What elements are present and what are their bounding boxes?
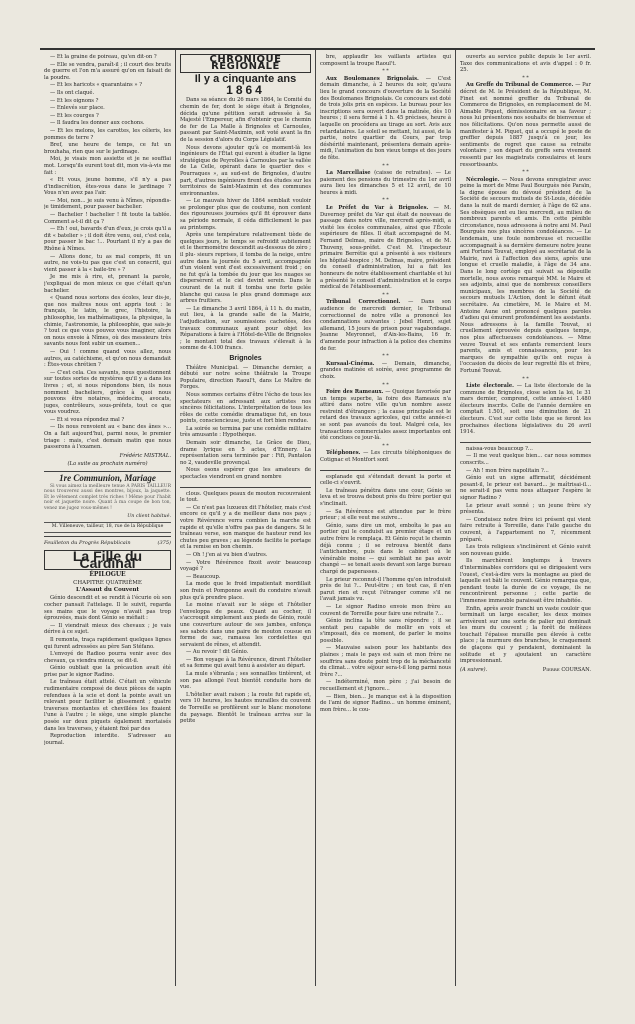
- tailor-address: M. Villeneuve, tailleur, 18, rue de la République: [44, 522, 171, 533]
- paragraph: — Conduisez notre frère ici présent qui vient faire retraite à Torreille, dans l'aile gauche du couvent, à l'appartement no 7, récemment préparé.: [460, 516, 591, 543]
- paragraph: Nous osons espérer que les amateurs de spectacles viendront en grand nombre: [180, 467, 311, 481]
- communion-ad-signature: Un client habitué.: [127, 513, 171, 519]
- news-item: [320, 170, 451, 196]
- novel-continuation-text: [460, 446, 591, 665]
- novel-author: Pierre COURSAN.: [542, 666, 591, 673]
- paragraph: Les trois religieux s'inclinèrent et Génio suivit son nouveau guide.: [460, 544, 591, 557]
- paragraph: Enfin, après avoir franchi un vaste couloir que terminait un large escalier, les deux moines arrivèrent sur une sorte de palier qui dominait les murs du couvent ; la forêt de mélèzes touchait l'épaisse muraille peu élevée à cette place ; la murmure des branches, le craquement de glaçons qui y pendaient, dominaient la solitude et y ajoutaient un caractère impressionnant.: [460, 605, 591, 665]
- local-news-items: [460, 75, 591, 436]
- paragraph: Génio oubliait que la précaution avait été prise par le signor Radino.: [44, 665, 171, 678]
- paragraph: — C'est cela. Ces savants, nous questionnent sur toutes sortes de mystères qu'il y a dans les livres ; et, si nous répondons bien, ils nous nomment bacheliers, grâce à quoi nous pouvons être notaires, médecins, avocats, juges, contrôleurs, sous-préfets, tout ce que vous voudrez.: [44, 369, 171, 416]
- news-item-title: Nécrologie.: [466, 176, 500, 183]
- paragraph: — Et la graine de poireau, qu'en dit-on ?: [50, 54, 157, 60]
- paragraph: L'envoyé de Radioo pourra venir avec des chevaux, ça viendra mieux, se dit-il.: [44, 651, 171, 664]
- divider: [460, 442, 591, 443]
- news-item: [320, 361, 451, 381]
- news-item: [460, 177, 591, 375]
- paragraph: — Et les melons, les carottes, les céleris, les pommes de terre ?: [44, 127, 171, 141]
- novel-title: La Fille du Cardinal: [44, 550, 171, 569]
- asterism: * *: [382, 162, 389, 169]
- paragraph: Ils marchèrent longtemps à travers d'interminables corridors qui se dirigeaient vers l'ouest, c'est-à-dire vers la montagne au pied de laquelle est bâti le couvent. Génio remarqua que, pendant toute la durée de ce voyage, ils ne rencontrèrent personne ; cette partie de l'immense immeuble paraissait être inhabitée.: [460, 558, 591, 604]
- paragraph: Le prieur reconnut-il l'homme qu'on introduisit près de lui ?... Peut-être ; en tout cas, il n'en parut rien et reçut l'étranger comme s'il ne l'avait jamais vu.: [320, 576, 451, 603]
- paragraph: — Mauvaise saison pour les habitants des plaines ; mais le pays est sain et mon frère ne souffrira sans doute point trop de la méchanceté du climat... votre séjour sera-t-il long parmi nous frère ?...: [320, 645, 451, 678]
- column-divider-3: [455, 50, 456, 986]
- news-item-title: Le Préfet du Var à Brignoles.: [326, 205, 429, 212]
- paragraph: — Le signor Radino envoie mon frère au couvent de Torreille pour faire une retraite ?...: [320, 603, 451, 617]
- paragraph: — Allons donc, tu as mal compris, fit un autre, ne vois-tu pas que c'est un conscrit, qui vient passer à la « baile-tre » ?: [44, 253, 171, 273]
- communion-ad-text: Si vous aimez la meilleure tenue A PARIS TAILLEUR nous trouverez aussi des montres, bijoux, la jaquette. Et le vêtement complet très riches ! Même pour l'habit noir et jaquette noire. Quant à ma coupe de bon ton, venez me jugez vous-mêmes !: [44, 483, 171, 511]
- feuilleton-label: Feuilleton du Progrès Républicain: [44, 539, 131, 546]
- news-item: [320, 76, 451, 162]
- asterism: * *: [382, 291, 389, 298]
- paragraph: — Le mauvais hiver de 1864 semblait vouloir se prolonger plus que de coutume, non content des rigoureuses journées qu'il fit éprouver dans sa période normale, il céda difficilement le pas au printemps.: [180, 198, 311, 231]
- news-item: [320, 299, 451, 352]
- paragraph: — Il faudra les donner aux cochons.: [50, 120, 145, 127]
- paragraph: — Bon voyage à la Révérence, dirent l'hôtelier et sa femme qui avait tenu à assister au départ.: [180, 656, 311, 670]
- paragraph: — Bien, bien... Je manque est à la disposition de l'ami de signor Radino... un homme éminent, mon frère... le cou-: [320, 693, 451, 713]
- paragraph: — Beaucoup.: [186, 573, 221, 580]
- novel-chapter: CHAPITRE QUATRIÈME: [73, 580, 142, 587]
- paragraph: — Elle se vendra, paraît-il ; il court des bruits de guerre et l'on m'a assuré qu'on en faisait de la poudre.: [44, 61, 171, 81]
- paragraph: — Ah ! mon frère napolitain ?...: [466, 467, 549, 474]
- chronique-subtitle: Il y a cinquante ans: [194, 73, 297, 86]
- paragraph: L'hôtelier avait raison ; la route fut rapide et, vers 10 heures, les hautes murailles du couvent de Torreille se profilèrent sur le blanc monotone du paysage. Bientôt le traîneau arriva sur la petite: [180, 691, 311, 725]
- news-item-body: — La liste électorale de la commune de Brignoles, close selon la loi, le 31 mars dernier, comprend, cette année-ci 1.480 électeurs inscrits. Celle de l'année dernière en comptait 1.501, soit une diminution de 21 électeurs. C'est sur cette liste que se feront les prochaines élections législatives du 26 avril 1914.: [460, 383, 591, 436]
- news-item-body: — C'est demain dimanche, à 2 heures du soir, qu'aura lieu le grand concours d'ouverture de la Société des Boulomanes Brignolais. Ce concours est doté de trois jolis prix en espèces. Le bureau pour les inscriptions sera ouvert dans la matinée, dès 10 heures ; il sera fermé à 1 h. 45 précises, heure à laquelle on procédera au tirage au sort. Avis aux retardataires. Le soleil se mettant, lui aussi, de la partie, notre quartier du Cours, par trop déshérité maintenant, présentera demain après-midi, l'animation du bon vieux temps et des jours de fête.: [320, 75, 451, 161]
- news-item-title: Téléphones.: [326, 450, 361, 457]
- communion-title: 1re Communion, Mariage: [59, 473, 156, 484]
- column-2: [180, 54, 311, 984]
- paragraph: Demain soir dimanche, Le Grâce de Dieu, drame lyrique en 5 actes, d'Ennery. La représentation sera terminée par : Fifi, Pantalon no 2, vaudeville provençal.: [180, 440, 311, 466]
- paragraph: Moi, je visais mon assiette et je ne soufflai mot. Lorsqu'ils eurent tout dit, mon vis-à-vis me fait :: [44, 156, 171, 176]
- paragraph: Dans sa séance du 26 mars 1864, le Comité du chemin de fer, dont le siège était à Brignoles, décida qu'une pétition serait adressée à Sa Majesté l'Empereur, afin d'obtenir que le chemin de fer de La Malle à Brignoles et Carnoules, passant par Saint-Maximin, soit voté avant la fin de la session d'alors du Corps Législatif.: [180, 97, 311, 143]
- to-be-continued: (La suite au prochain numéro): [67, 461, 148, 468]
- paragraph: « Et vous, jeune homme, s'il n'y a pas d'indiscrétion, êtes-vous dans le jardinage ? Vous n'en avez pas l'air.: [44, 177, 171, 197]
- column-divider-2: [315, 50, 316, 986]
- novel-continuation-text: [180, 491, 311, 725]
- chronique-header-box: [180, 54, 311, 73]
- paragraph: — Moi, non... je suis venu à Nîmes, répondis-je timidement, pour passer bachelier.: [44, 197, 171, 211]
- mistral-signature: Frédéric MISTRAL.: [119, 452, 171, 459]
- news-item-body: — Quoique favorisée par un temps superbe, la foire des Rameaux n'a attiré dans notre ville qu'un nombre assez restreint d'étrangers ; la cause principale est le retard des travaux agricoles, qui cette année-ci se sont pas avancés du tout. Malgré cela, les transactions commerciales assez importantes ont été conclues ce jour-là.: [320, 389, 451, 442]
- column-1: [44, 54, 171, 984]
- news-item: [460, 82, 591, 168]
- theatre-text: [180, 365, 311, 481]
- asterism: * *: [522, 74, 529, 81]
- asterism: * *: [382, 442, 389, 449]
- news-item-title: Kursaal-Cinéma.: [326, 360, 375, 367]
- mistral-text: [44, 54, 171, 451]
- paragraph: — Et si vous répondez mal ?: [50, 416, 125, 423]
- chronique-year: 1864: [226, 82, 265, 97]
- brignoles-heading: Brignoles: [229, 354, 262, 362]
- paragraph: — Eh ! oui, bavards d'un d'eux, je crois qu'il a dit « batelier » ; il doit être venu, oui, c'est cela, pour passer le bac !... Pourtant il n'y a pas de Rhône à Nîmes.: [44, 226, 171, 253]
- asterism: * *: [522, 169, 529, 176]
- news-item-title: Foire des Rameaux.: [326, 389, 384, 396]
- paragraph: — Le dimanche 3 avril 1864, à 11 h. du matin, eut lieu, à la grande salle de la Mairie, l'adjudication, sur soumissions cachetées, des travaux communaux ayant pour objet les Réparations à faire à l'Hôtel-de-Ville de Brignoles ; le montant total des travaux s'élevait à la somme de 4.100 francs.: [180, 305, 311, 352]
- paragraph: — Sa Révérence est attendue par le frère prieur ; si elle veut me suivre...: [320, 508, 451, 522]
- paragraph: — Oh ! j'en ai vu bien d'autres.: [186, 551, 268, 558]
- asterism: * *: [382, 68, 389, 75]
- paragraph: — Ils ont claqué.: [50, 89, 95, 96]
- paragraph: La mule s'ébranla ; ses sonnailles tintèrent, et son pas allongé l'eut bientôt conduite hors de vue.: [180, 671, 311, 691]
- news-item-body: — Par décret de M. le Président de la République, M. Finet est nommé greffier du Tribunal de Commerce de Brignoles, en remplacement de M. Aimable Piquet, démissionnaire en sa faveur ; nous lui présentons nos souhaits de bienvenue et nos félicitations. Qu'on nous permette aussi de manifester à M. Piquet, qui a occupé le poste de greffier depuis 1887 jusqu'à ce jour, les sentiments de regret que cause sa retraite volontaire ; son départ du greffe sera vivement ressenti par les magistrats consulaires et leurs ressortissants.: [460, 82, 591, 168]
- paragraph: — Il viendrait mieux des chevaux ; je vais dérive à ce sujet.: [44, 622, 171, 636]
- paragraph: — Ce n'est pas luxueux dit l'hôtelier, mais c'est encore ce qu'il y a de meilleur dans nos pays ; votre Révérence verra combien la marche est rapide et qu'elle n'offre pas pas de dangers. Si le traîneau verse, son manque de hauteur rend les chutes peu graves ; au légende facilite le portage et la remise en bon chemin.: [180, 504, 311, 551]
- news-item-title: La Marcellaise: [326, 170, 371, 177]
- news-item: [320, 205, 451, 291]
- chronique-title: CHRONIQUE RÉGIONALE: [209, 54, 282, 72]
- column-3: [320, 54, 451, 984]
- novel-text: [44, 595, 171, 746]
- news-item-title: Au Greffe du Tribunal de Commerce.: [466, 82, 574, 89]
- divider: [44, 471, 171, 472]
- paragraph: Nous sommes certains d'être l'écho de tous les spectateurs en adressant aux artistes nos sincères félicitations. L'interprétation de tous les rôles de cette comédie dramatique fut, en tous points, consciencieuse, juste et fort bien rendue.: [180, 391, 311, 425]
- asterism: * *: [382, 197, 389, 204]
- asterism: * *: [522, 375, 529, 382]
- paragraph: Théâtre Municipal. — Dimanche dernier, a débuté sur notre scène théâtrale la Troupe Populaire, direction Raoul't, dans Le Maître de Forges.: [180, 364, 311, 391]
- news-item-body: — Dans son audience de mercredi dernier, le Tribunal correctionnel de notre ville a prononcé les condamnations suivantes : Jebel Henri, sujet allemand, 15 jours de prison pour vagabondage. Jeanne Meyronnet, d'Aix-les-Bains, 16 fr. d'amende pour infraction à la police des chemins de fer.: [320, 299, 451, 352]
- top-rule: [40, 48, 595, 50]
- paragraph: — Ils nous renvoient au « banc des ânes »... On a fait aujourd'hui, parmi nous, le premier triage : mais, c'est demain matin que nous passerons à l'examen.: [44, 424, 171, 451]
- feuilleton-header: [44, 540, 171, 547]
- news-item: [320, 450, 451, 463]
- paragraph: Nous devons ajouter qu'à ce moment-là les ingénieurs de l'État qui eurent à étudier la ligne stratégique de Peyrolles à Carnoules par la vallée de La Celle, opérant dans le quartier des « Pourraques », au sud-est de Brignoles, d'autre part, d'autres ingénieurs firent des études sur les territoires de Saint-Maximin et des communes environnantes.: [180, 144, 311, 197]
- news-item-body: — Les circuits téléphoniques de Cotignac et Montfort sont: [320, 450, 451, 464]
- novel-footer: [460, 667, 591, 674]
- paragraph: Le traîneau pénétra dans une cour, Génio se leva et se trouva debout près du frère portier qui s'inclinait.: [320, 487, 451, 507]
- news-item-body: (caisse de retraites). — Le paiement des pensions du trimestre du 1er avril aura lieu les dimanches 5 et 12 avril, de 10 heures à midi.: [320, 170, 451, 196]
- paragraph: Génio inclina la tête sans répondre ; il se sentait peu capable de mollir en voix et s'imposait, dès ce moment, de parler le moins possible.: [320, 618, 451, 644]
- paragraph: — Indéterminé, mon père ; j'ai besoin de recueillement et j'ignore...: [320, 679, 451, 693]
- news-item-title: Tribunal Correctionnel.: [326, 299, 401, 306]
- news-item-body: — Nous devons enregistrer avec peine la mort de Mme Paul Bourguès née Paraïn, la digne épouse du dévoué président de la Société de secours mutuels de St-Louis, décédée dans la nuit de mardi dernier, à l'âge de 62 ans. Ses obsèques ont eu lieu mercredi, au milieu de nombreux parents et amis. En cette pénible circonstance, nous adressons à notre ami M. Paul Bourguès nos plus sincères condoléances. — Le lendemain, une foule nombreuse et recueillie accompagnait à sa dernière demeure notre jeune ami Fortuné Touvat, employé au secrétariat de la Mairie, ravi à l'affection des siens, après une longue et cruelle maladie, à l'âge de 34 ans. Dans le long cortège qui suivait sa dépouille mortelle, nous avons remarqué MM. le Maire et ses adjoints, ainsi que de nombreux conseillers municipaux, les membres de la Société de secours mutuels L'Action, dont le défunt était secrétaire. Au cimetière, M. le Maire et M. Antoine Aune ont prononcé quelques paroles d'adieu qui émurent profondément les assistants. Nous adressons à la famille Touvat, si cruellement éprouvée depuis quelques temps, nos plus affectueuses condoléances. — Mme veuve Touvat et ses enfants remercient leurs parents, amis et connaissances, pour les marques de sympathie qu'ils ont reçus à l'occasion du décès de leur regretté fils et frère, Fortuné Touvat.: [460, 176, 591, 374]
- news-item-title: Liste électorale.: [466, 383, 514, 390]
- paragraph: Après une température relativement tiède de quelques jours, le temps se refroidit subitement et le thermomètre descendit au-dessous de zéro ; il plu- sieurs reprises, il tomba de la neige, entre autre dans la journée du 5 avril, accompagnée d'un violent vent d'est excessivement froid ; on ne fut qu'à la tombée du jour que les nuages se dispersèrent et le ciel devint serein. Dans le courant de la nuit il tomba une forte gelée blanche qui causa le plus grand dommage aux arbres fruitiers.: [180, 232, 311, 305]
- telephone-closing: ouverts au service public depuis le 1er avril. Taxe des communications et avis d'appel : 0 fr. 25.: [460, 54, 591, 74]
- paragraph: — Et les oignons ?: [50, 97, 99, 104]
- paragraph: « Quand nous sortons des écoles, leur dis-je, que nos maîtres nous ont appris tout : le français, le latin, le grec, l'histoire, la philosophie, les mathématiques, la physique, la chimie, l'astronomie, la philosophie, que sais-je ? tout ce que vous pouvez vous imaginer, alors on nous envoie à Nîmes, où des messieurs très savants nous font subir un examen...: [44, 295, 171, 348]
- news-item: [460, 383, 591, 436]
- paragraph: Il remonta, traça rapidement quelques lignes qui furent adressées au père San Stéfano.: [44, 636, 171, 650]
- paragraph: — Et les courges ?: [50, 112, 99, 119]
- chronique-text: [180, 97, 311, 352]
- news-item-body: — M. Duvernoy préfet du Var qui était de nouveau de passage dans notre ville, mercredi après-midi, a visité les écoles communales, ainsi que l'École supérieure de filles. Il était accompagné de M. Fernand Delmas, maire de Brignoles, et de M. Thuveny, sous-préfet. C'est M. l'inspecteur primaire Berrétie qui a présenté à ses visiteurs les hôpital-hospice ; M. Delmas, maire, président du conseil d'administration, lui a fait les honneurs de notre établissement charitable et lui a présenté le conseil d'administration et le corps médical de l'établissement.: [320, 205, 451, 291]
- to-be-continued: (A suivre).: [460, 666, 488, 673]
- paragraph: naissa-vous beaucoup ?...: [466, 445, 533, 452]
- paragraph: — Votre Révérence fixoit avoir beaucoup voyagé ?: [180, 559, 311, 573]
- paragraph: — Bachelier ! bachelier ! fit toute la tablée. Comment a-t-il dit ça ?: [44, 212, 171, 225]
- feuilleton-number: (375): [157, 539, 171, 546]
- news-item: [320, 389, 451, 442]
- paragraph: Le traîneau était attelé. C'était un véhicule rudimentaire composé de deux pièces de sapin refendues à la scie et dont la pointe avait un relevant pour faciliter le glissement ; quatre traverses montantes et chevillées les fixaient l'une à l'autre ; le siège, une simple planche posée sur deux piquets également mortaisés dans les traverses, y étaient fixé par des: [44, 679, 171, 732]
- column-4: [460, 54, 591, 984]
- paragraph: Génio eut un signe affirmatif, décidément pesant-il, le prieur est bavard... je maîtrisai-il... ne serait-il pas venu nous attaquer l'espère le signor Radino ?: [460, 475, 591, 501]
- paragraph: — Au revoir ! dit Génio.: [186, 649, 249, 656]
- novel-subtitle: L'Assaut du Couvent: [75, 586, 140, 593]
- column-divider-1: [175, 50, 176, 986]
- paragraph: — Et les haricots « quarantains » ?: [50, 82, 142, 89]
- divider: [320, 470, 451, 471]
- paragraph: Génio, sans dire un mot, emboîta le pas au portier qui le conduisit au premier étage et un autre frère le remplaça. Et Génio reçut le chemin déjà connu ; il se retrouva bientôt dans l'antichambre, puis dans le cabinet où le vénérable moine — qui semblait ne pas avoir changé — se tenait assis devant son large bureau chargé de paperasses.: [320, 522, 451, 575]
- asterism: * *: [382, 381, 389, 388]
- news-item-title: Aux Boulomanes Brignolais.: [326, 75, 419, 82]
- paragraph: La soirée se termina par une comédie militaire très amusante : Hypothèque.: [180, 425, 311, 439]
- divider: [180, 487, 311, 488]
- paragraph: Le prieur avait sonné ; un jeune frère s'y présenta.: [460, 502, 591, 516]
- novel-part: ÉPILOGUE: [89, 570, 126, 578]
- paragraph: Reproduction interdite. S'adresser au journal.: [44, 733, 171, 746]
- paragraph: — Oui ! comme quand vous allez, nous autres, au catéchisme, et qu'on nous demandait : Êtes-vous chrétien ?: [44, 348, 171, 369]
- paragraph: Génio descendit et se rendit à l'écurie où son cocher pansait l'attelage. Il le suivit, regarda ses mains que le voyage n'avait pas trop éprouvées, mais dont Génio se méfiait :: [44, 595, 171, 622]
- paragraph: — Il me veut quelque bien... car nous sommes conscrits...: [460, 453, 591, 467]
- paragraph: clous. Quelques peaux de mouton recouvraient le tout.: [180, 490, 311, 504]
- novel-continuation-text: [320, 474, 451, 714]
- paragraph: Bref, une heure de temps, ce fut un brouhaha, rien que sur le jardinage.: [44, 142, 171, 155]
- news-item-body: — Demain, dimanche, grandes matinée et soirée, avec programme de choix.: [320, 360, 451, 380]
- paragraph: La mode que le froid impatientait mordillait son frein et Pomponne avait du conduire n'avait plus qu'à prendre place.: [180, 581, 311, 601]
- divider: [44, 536, 171, 537]
- asterism: * *: [382, 353, 389, 360]
- theatre-closing: bre, applaudir les vaillants artistes qui composent la troupe Raoul't.: [320, 54, 451, 67]
- local-news-items: [320, 68, 451, 463]
- paragraph: — Enlevés sur place.: [50, 105, 105, 112]
- paragraph: esplanade qui s'étendait devant la porte et celle-ci s'ouvrit.: [320, 473, 451, 487]
- paragraph: Je me mis à rire, et, prenant la parole, j'expliquai de mon mieux ce que c'était qu'un bachelier.: [44, 274, 171, 294]
- paragraph: Le moine n'avait sur le siège et l'hôtelier l'enveloppa de peaux. Quant au cocher, il s'accroupit simplement aux pieds de Génio, roulé une couverture autour de ses jambes, enfonça ses sabots dans une paire de mouton cousue en forme de sac, ramassa les cordelettes qui servaient de rênes, et attendit.: [180, 602, 311, 648]
